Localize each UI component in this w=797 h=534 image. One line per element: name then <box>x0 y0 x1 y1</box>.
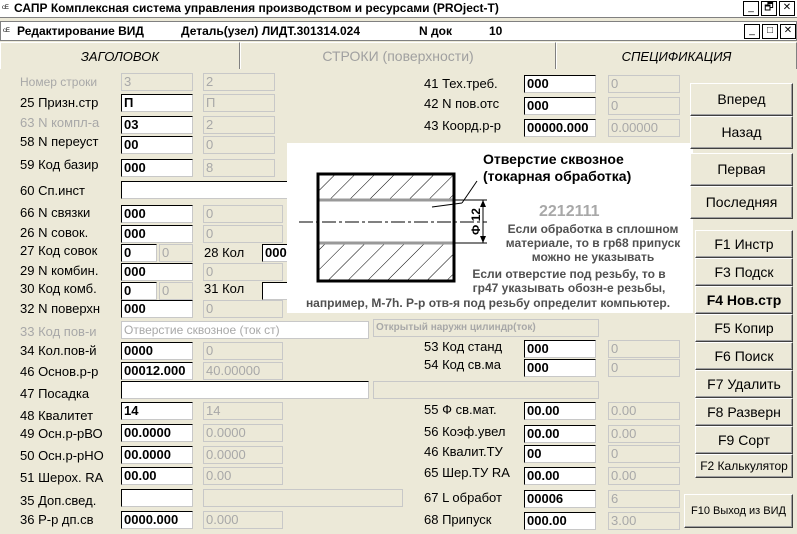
f42-label: 42 N пов.отс <box>424 96 500 111</box>
f56-ref: 0.00 <box>608 425 680 443</box>
leader-line <box>432 203 462 207</box>
back-button[interactable]: Назад <box>690 116 793 149</box>
f68-ref: 3.00 <box>608 512 680 530</box>
app-title: САПР Комплексная система управления производством и ресурсами (PROject-T) <box>14 1 499 15</box>
f10-exit-button[interactable]: F10 Выход из ВИД <box>684 494 793 528</box>
popup-title <box>483 151 631 185</box>
hint-thread-line1: Если отверстие под резьбу, то в <box>472 267 666 281</box>
app-title-bar <box>0 0 797 18</box>
f59-label: 59 Код базир <box>20 157 99 172</box>
f7-delete-button[interactable]: F7 Удалить <box>695 370 793 398</box>
minimize-button[interactable]: _ <box>743 1 759 16</box>
f36-input[interactable]: 0000.000 <box>121 511 193 529</box>
f49-ref: 0.0000 <box>203 424 283 442</box>
f65-input[interactable]: 00.00 <box>524 467 596 485</box>
f30-label: 30 Код комб. <box>20 281 97 296</box>
doc-icon: ᶜᴱ <box>3 26 10 36</box>
hint-solid-line2: материале, то в гр68 припуск <box>505 236 681 250</box>
f53-ref: 0 <box>608 340 680 358</box>
f28-label: 28 Кол <box>204 245 245 260</box>
f35-label: 35 Доп.свед. <box>20 493 97 508</box>
hint-solid-line3: можно не указывать <box>531 250 655 264</box>
f26-label: 26 N совок. <box>20 225 89 240</box>
row-number-ref: 2 <box>203 73 275 91</box>
ndoc-value: 10 <box>489 24 503 38</box>
f29-input[interactable]: 000 <box>121 263 193 281</box>
f29-label: 29 N комбин. <box>20 263 99 278</box>
f48-ref: 14 <box>203 402 283 420</box>
doc-close-button[interactable]: ✕ <box>780 24 796 39</box>
f49-input[interactable]: 00.0000 <box>121 424 193 442</box>
f30-input[interactable]: 0 <box>121 282 157 300</box>
f66-label: 66 N связки <box>20 205 91 220</box>
f51-label: 51 Шерох. RA <box>20 470 104 485</box>
help-popup <box>287 143 693 313</box>
f27-input[interactable]: 0 <box>121 244 157 262</box>
f42-input[interactable]: 000 <box>524 97 596 115</box>
f50-label: 50 Осн.р-рНО <box>20 448 104 463</box>
f53-label: 53 Код станд <box>424 339 503 354</box>
f59-input[interactable]: 000 <box>121 159 193 177</box>
f34-label: 34 Кол.пов-й <box>20 343 97 358</box>
f2-calculator-button[interactable]: F2 Калькулятор <box>695 454 793 478</box>
f67-input[interactable]: 00006 <box>524 490 596 508</box>
f47-ref <box>373 381 599 399</box>
f58-input[interactable]: 00 <box>121 136 193 154</box>
first-button[interactable]: Первая <box>690 153 793 186</box>
f6-search-button[interactable]: F6 Поиск <box>695 342 793 370</box>
f59-ref: 8 <box>203 159 275 177</box>
hint-thread-line2: гр47 указывать обозн-е резьбы, <box>472 281 666 295</box>
f33-ref: Открытый наружн цилиндр(ток) <box>373 319 599 337</box>
f56-label: 56 Коэф.увел <box>424 424 506 439</box>
hint-thread-line3: например, М-7h. Р-р отв-я под резьбу определит компьютер. <box>305 296 671 310</box>
row-number-label: Номер строки <box>20 75 98 89</box>
f58-ref: 0 <box>203 136 275 154</box>
f68-input[interactable]: 000.00 <box>524 512 596 530</box>
f46b-ref: 0 <box>608 445 680 463</box>
f46-label: 46 Основ.р-р <box>20 364 99 379</box>
popup-title-line1: Отверстие сквозное <box>483 151 624 167</box>
f43-ref: 0.00000 <box>608 119 680 137</box>
f56-input[interactable]: 00.00 <box>524 425 596 443</box>
f60-input[interactable] <box>121 181 291 199</box>
f9-sort-button[interactable]: F9 Сорт <box>695 426 793 454</box>
doc-maximize-button[interactable]: □ <box>762 24 778 39</box>
popup-title-line2: (токарная обработка) <box>483 168 632 184</box>
f65-label: 65 Шер.ТУ RA <box>424 465 510 480</box>
document-bar <box>0 21 797 41</box>
f35-input[interactable] <box>121 489 193 507</box>
f48-label: 48 Квалитет <box>20 408 94 423</box>
f29-ref: 0 <box>203 263 283 281</box>
f27-ref: 0 <box>159 244 193 262</box>
f41-input[interactable]: 000 <box>524 75 596 93</box>
f43-input[interactable]: 00000.000 <box>524 119 596 137</box>
tab-bar <box>0 42 797 69</box>
surface-code: 2212111 <box>539 203 600 220</box>
f8-expand-button[interactable]: F8 Разверн <box>695 398 793 426</box>
f67-label: 67 L обработ <box>424 490 502 505</box>
f63-label: 63 N компл-а <box>20 115 100 130</box>
f55-input[interactable]: 00.00 <box>524 402 596 420</box>
f32-input[interactable]: 000 <box>121 300 193 318</box>
f63-ref: 2 <box>203 116 275 134</box>
f53-input[interactable]: 000 <box>524 340 596 358</box>
f55-label: 55 Ф св.мат. <box>424 402 497 417</box>
f55-ref: 0.00 <box>608 402 680 420</box>
f46-ref: 40.00000 <box>203 362 283 380</box>
f49-label: 49 Осн.р-рВО <box>20 426 103 441</box>
f30-ref: 0 <box>159 282 193 300</box>
f36-label: 36 Р-р дп.св <box>20 512 94 527</box>
f47-input[interactable] <box>121 381 369 399</box>
f54-input[interactable]: 000 <box>524 359 596 377</box>
f66-input[interactable]: 000 <box>121 205 193 223</box>
tab-header[interactable]: ЗАГОЛОВОК <box>0 42 240 69</box>
f4-new-row-button[interactable]: F4 Нов.стр <box>695 286 793 314</box>
f32-label: 32 N поверхн <box>20 301 101 316</box>
f50-ref: 0.0000 <box>203 446 283 464</box>
f48-input[interactable]: 14 <box>121 402 193 420</box>
close-button[interactable]: ✕ <box>779 1 795 16</box>
f27-label: 27 Код совок <box>20 243 98 258</box>
f51-input[interactable]: 00.00 <box>121 467 193 485</box>
f54-ref: 0 <box>608 359 680 377</box>
f60-label: 60 Сп.инст <box>20 183 86 198</box>
part-title: Деталь(узел) ЛИДТ.301314.024 <box>181 24 361 38</box>
diameter-label: Ф 12 <box>469 208 483 235</box>
f25-ref: П <box>203 94 275 112</box>
f28-input[interactable]: 000 <box>262 244 290 262</box>
f47-label: 47 Посадка <box>20 386 90 401</box>
f33-input[interactable]: Отверстие сквозное (ток ст) <box>121 321 369 339</box>
f46b-label: 46 Квалит.ТУ <box>424 444 503 459</box>
f41-ref: 0 <box>608 75 680 93</box>
f31-label: 31 Кол <box>204 281 245 296</box>
app-icon: ᶜᴱ <box>2 3 9 13</box>
f33-label: 33 Код пов-и <box>20 324 97 339</box>
doc-minimize-button[interactable]: _ <box>744 24 760 39</box>
hint-thread <box>457 267 681 295</box>
f3-hint-button[interactable]: F3 Подск <box>695 258 793 286</box>
f54-label: 54 Код св.ма <box>424 357 501 372</box>
f36-ref: 0.000 <box>203 511 283 529</box>
tab-rows[interactable]: СТРОКИ (поверхности) <box>240 42 556 69</box>
f65-ref: 0.00 <box>608 467 680 485</box>
f42-ref: 0 <box>608 97 680 115</box>
forward-button[interactable]: Вперед <box>690 83 793 116</box>
restore-button[interactable]: 🗗 <box>761 1 777 16</box>
f34-ref: 0 <box>203 342 283 360</box>
f68-label: 68 Припуск <box>424 512 492 527</box>
f67-ref: 6 <box>608 490 680 508</box>
f35-ref <box>203 489 403 507</box>
f50-input[interactable]: 00.0000 <box>121 446 193 464</box>
f41-label: 41 Тех.треб. <box>424 76 498 91</box>
f51-ref: 0.00 <box>203 467 283 485</box>
upper-wall <box>318 174 454 200</box>
f1-tool-button[interactable]: F1 Инстр <box>695 230 793 258</box>
f25-input[interactable]: П <box>121 94 193 112</box>
hint-solid-line1: Если обработка в сплошном <box>507 222 679 236</box>
f34-input[interactable]: 0000 <box>121 342 193 360</box>
f46-input[interactable]: 00012.000 <box>121 362 193 380</box>
tab-specification[interactable]: СПЕЦИФИКАЦИЯ <box>556 42 797 69</box>
f66-ref: 0 <box>203 205 283 223</box>
f63-input[interactable]: 03 <box>121 116 193 134</box>
f5-copy-button[interactable]: F5 Копир <box>695 314 793 342</box>
edit-mode-title: Редактирование ВИД <box>17 24 144 38</box>
f32-ref: 0 <box>203 300 283 318</box>
f26-input[interactable]: 000 <box>121 225 193 243</box>
lower-wall <box>318 243 454 281</box>
f58-label: 58 N переуст <box>20 134 99 149</box>
f25-label: 25 Призн.стр <box>20 95 99 110</box>
f26-ref: 0 <box>203 225 283 243</box>
f46b-input[interactable]: 00 <box>524 445 596 463</box>
row-number-field: 3 <box>121 73 193 91</box>
ndoc-label: N док <box>419 24 452 38</box>
last-button[interactable]: Последняя <box>690 186 793 219</box>
f43-label: 43 Коорд.р-р <box>424 118 502 133</box>
hint-solid <box>499 222 687 264</box>
